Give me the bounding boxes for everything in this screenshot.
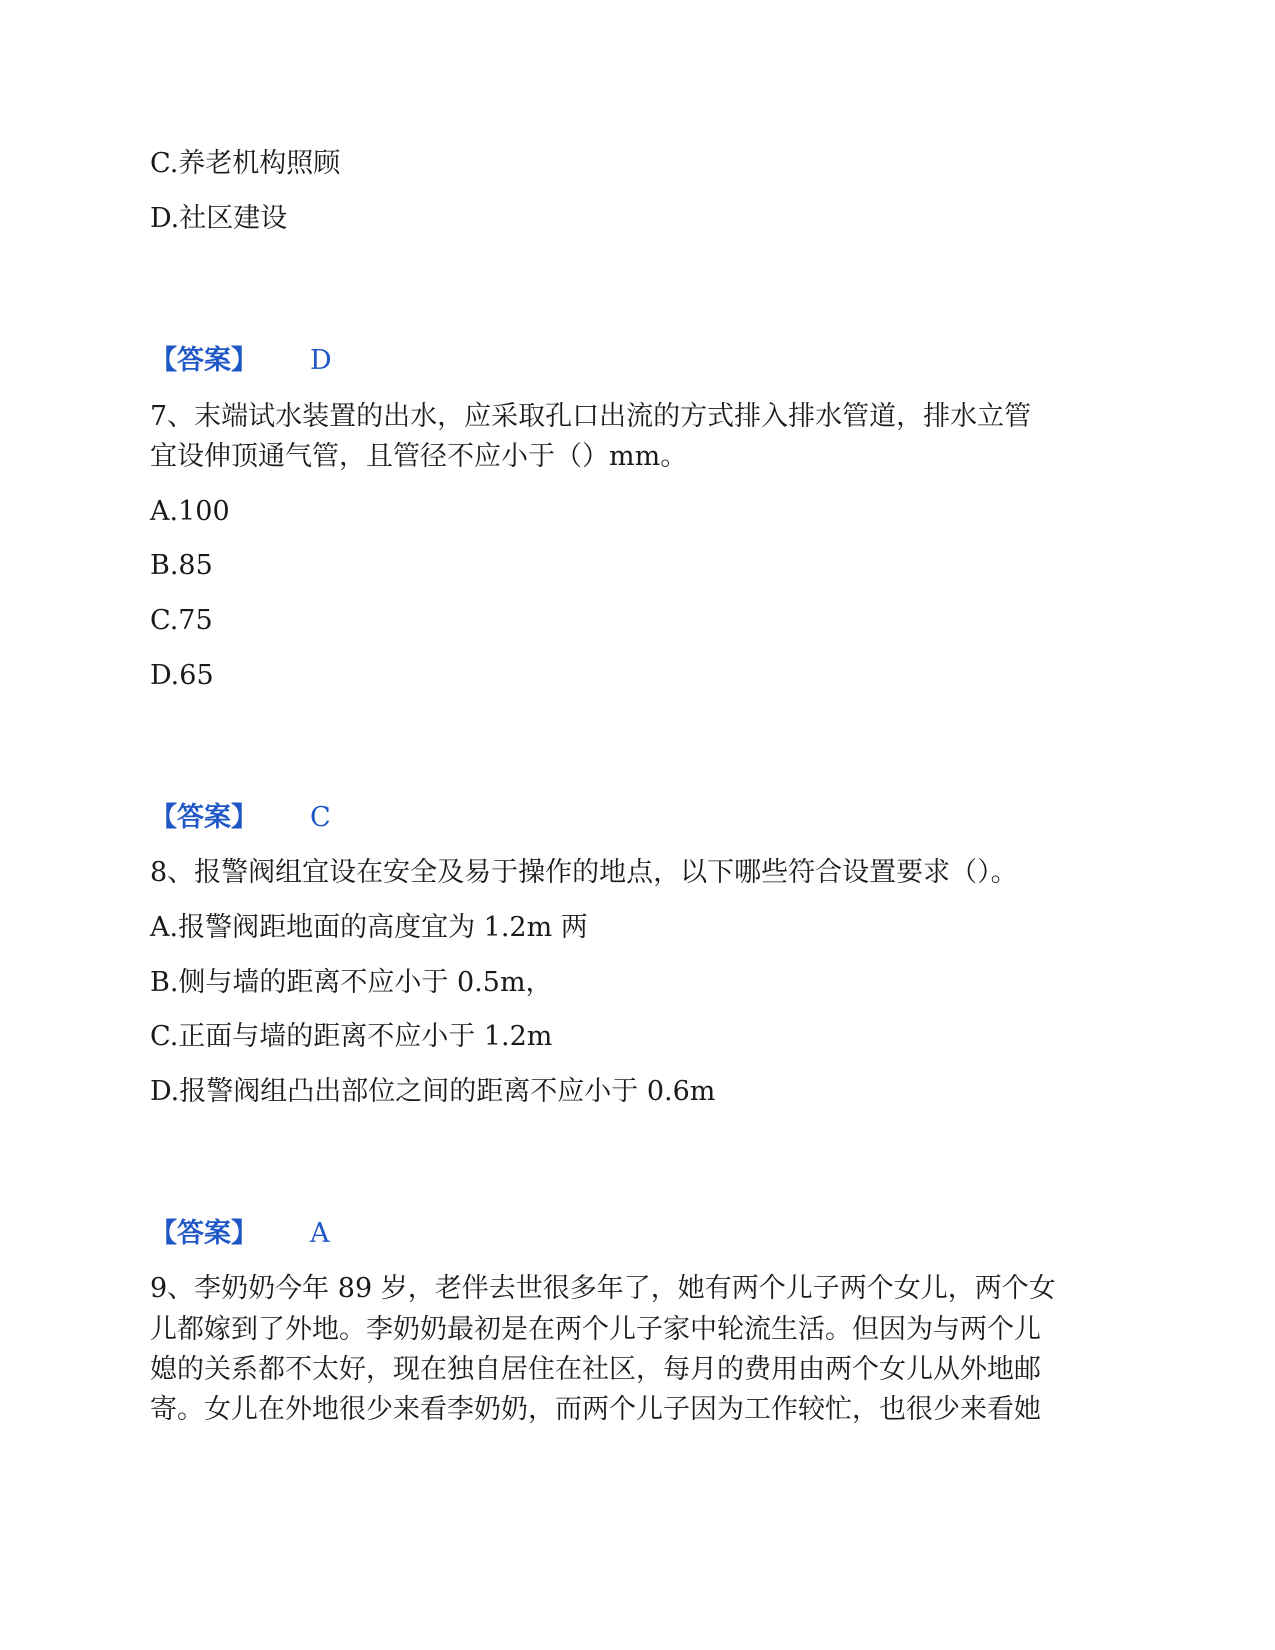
answer-value: D — [310, 345, 332, 376]
q9-line-4: 寄。女儿在外地很少来看李奶奶，而两个儿子因为工作较忙，也很少来看她 — [150, 1394, 1041, 1425]
q7-option-b: B.85 — [150, 550, 213, 581]
q7-option-c: C.75 — [150, 605, 213, 636]
q7-option-a: A.100 — [150, 496, 230, 527]
q8-stem: 8、报警阀组宜设在安全及易于操作的地点，以下哪些符合设置要求（）。 — [150, 857, 1018, 888]
q8-answer — [150, 1214, 330, 1254]
answer-label: 【答案】 — [150, 345, 258, 376]
q9-line-2: 儿都嫁到了外地。李奶奶最初是在两个儿子家中轮流生活。但因为与两个儿 — [150, 1314, 1041, 1345]
answer-label: 【答案】 — [150, 802, 258, 833]
q9-line-3: 媳的关系都不太好，现在独自居住在社区，每月的费用由两个女儿从外地邮 — [150, 1354, 1041, 1385]
q8-option-d: D.报警阀组凸出部位之间的距离不应小于 0.6m — [150, 1076, 716, 1107]
answer-value: A — [310, 1218, 330, 1249]
q6-option-d: D.社区建设 — [150, 203, 288, 234]
q7-stem-line-2: 宜设伸顶通气管，且管径不应小于（）mm。 — [150, 441, 688, 472]
answer-label: 【答案】 — [150, 1218, 258, 1249]
q8-option-b: B.侧与墙的距离不应小于 0.5m， — [150, 967, 553, 998]
q8-option-a: A.报警阀距地面的高度宜为 1.2m 两 — [150, 912, 588, 943]
q7-option-d: D.65 — [150, 660, 214, 691]
q7-answer — [150, 798, 331, 838]
q9-line-1: 9、李奶奶今年 89 岁，老伴去世很多年了，她有两个儿子两个女儿，两个女 — [150, 1273, 1056, 1304]
q6-answer — [150, 341, 332, 381]
q8-option-c: C.正面与墙的距离不应小于 1.2m — [150, 1021, 553, 1052]
q6-option-c: C.养老机构照顾 — [150, 148, 341, 179]
q7-stem-line-1: 7、末端试水装置的出水，应采取孔口出流的方式排入排水管道，排水立管 — [150, 401, 1032, 432]
answer-value: C — [310, 802, 331, 833]
